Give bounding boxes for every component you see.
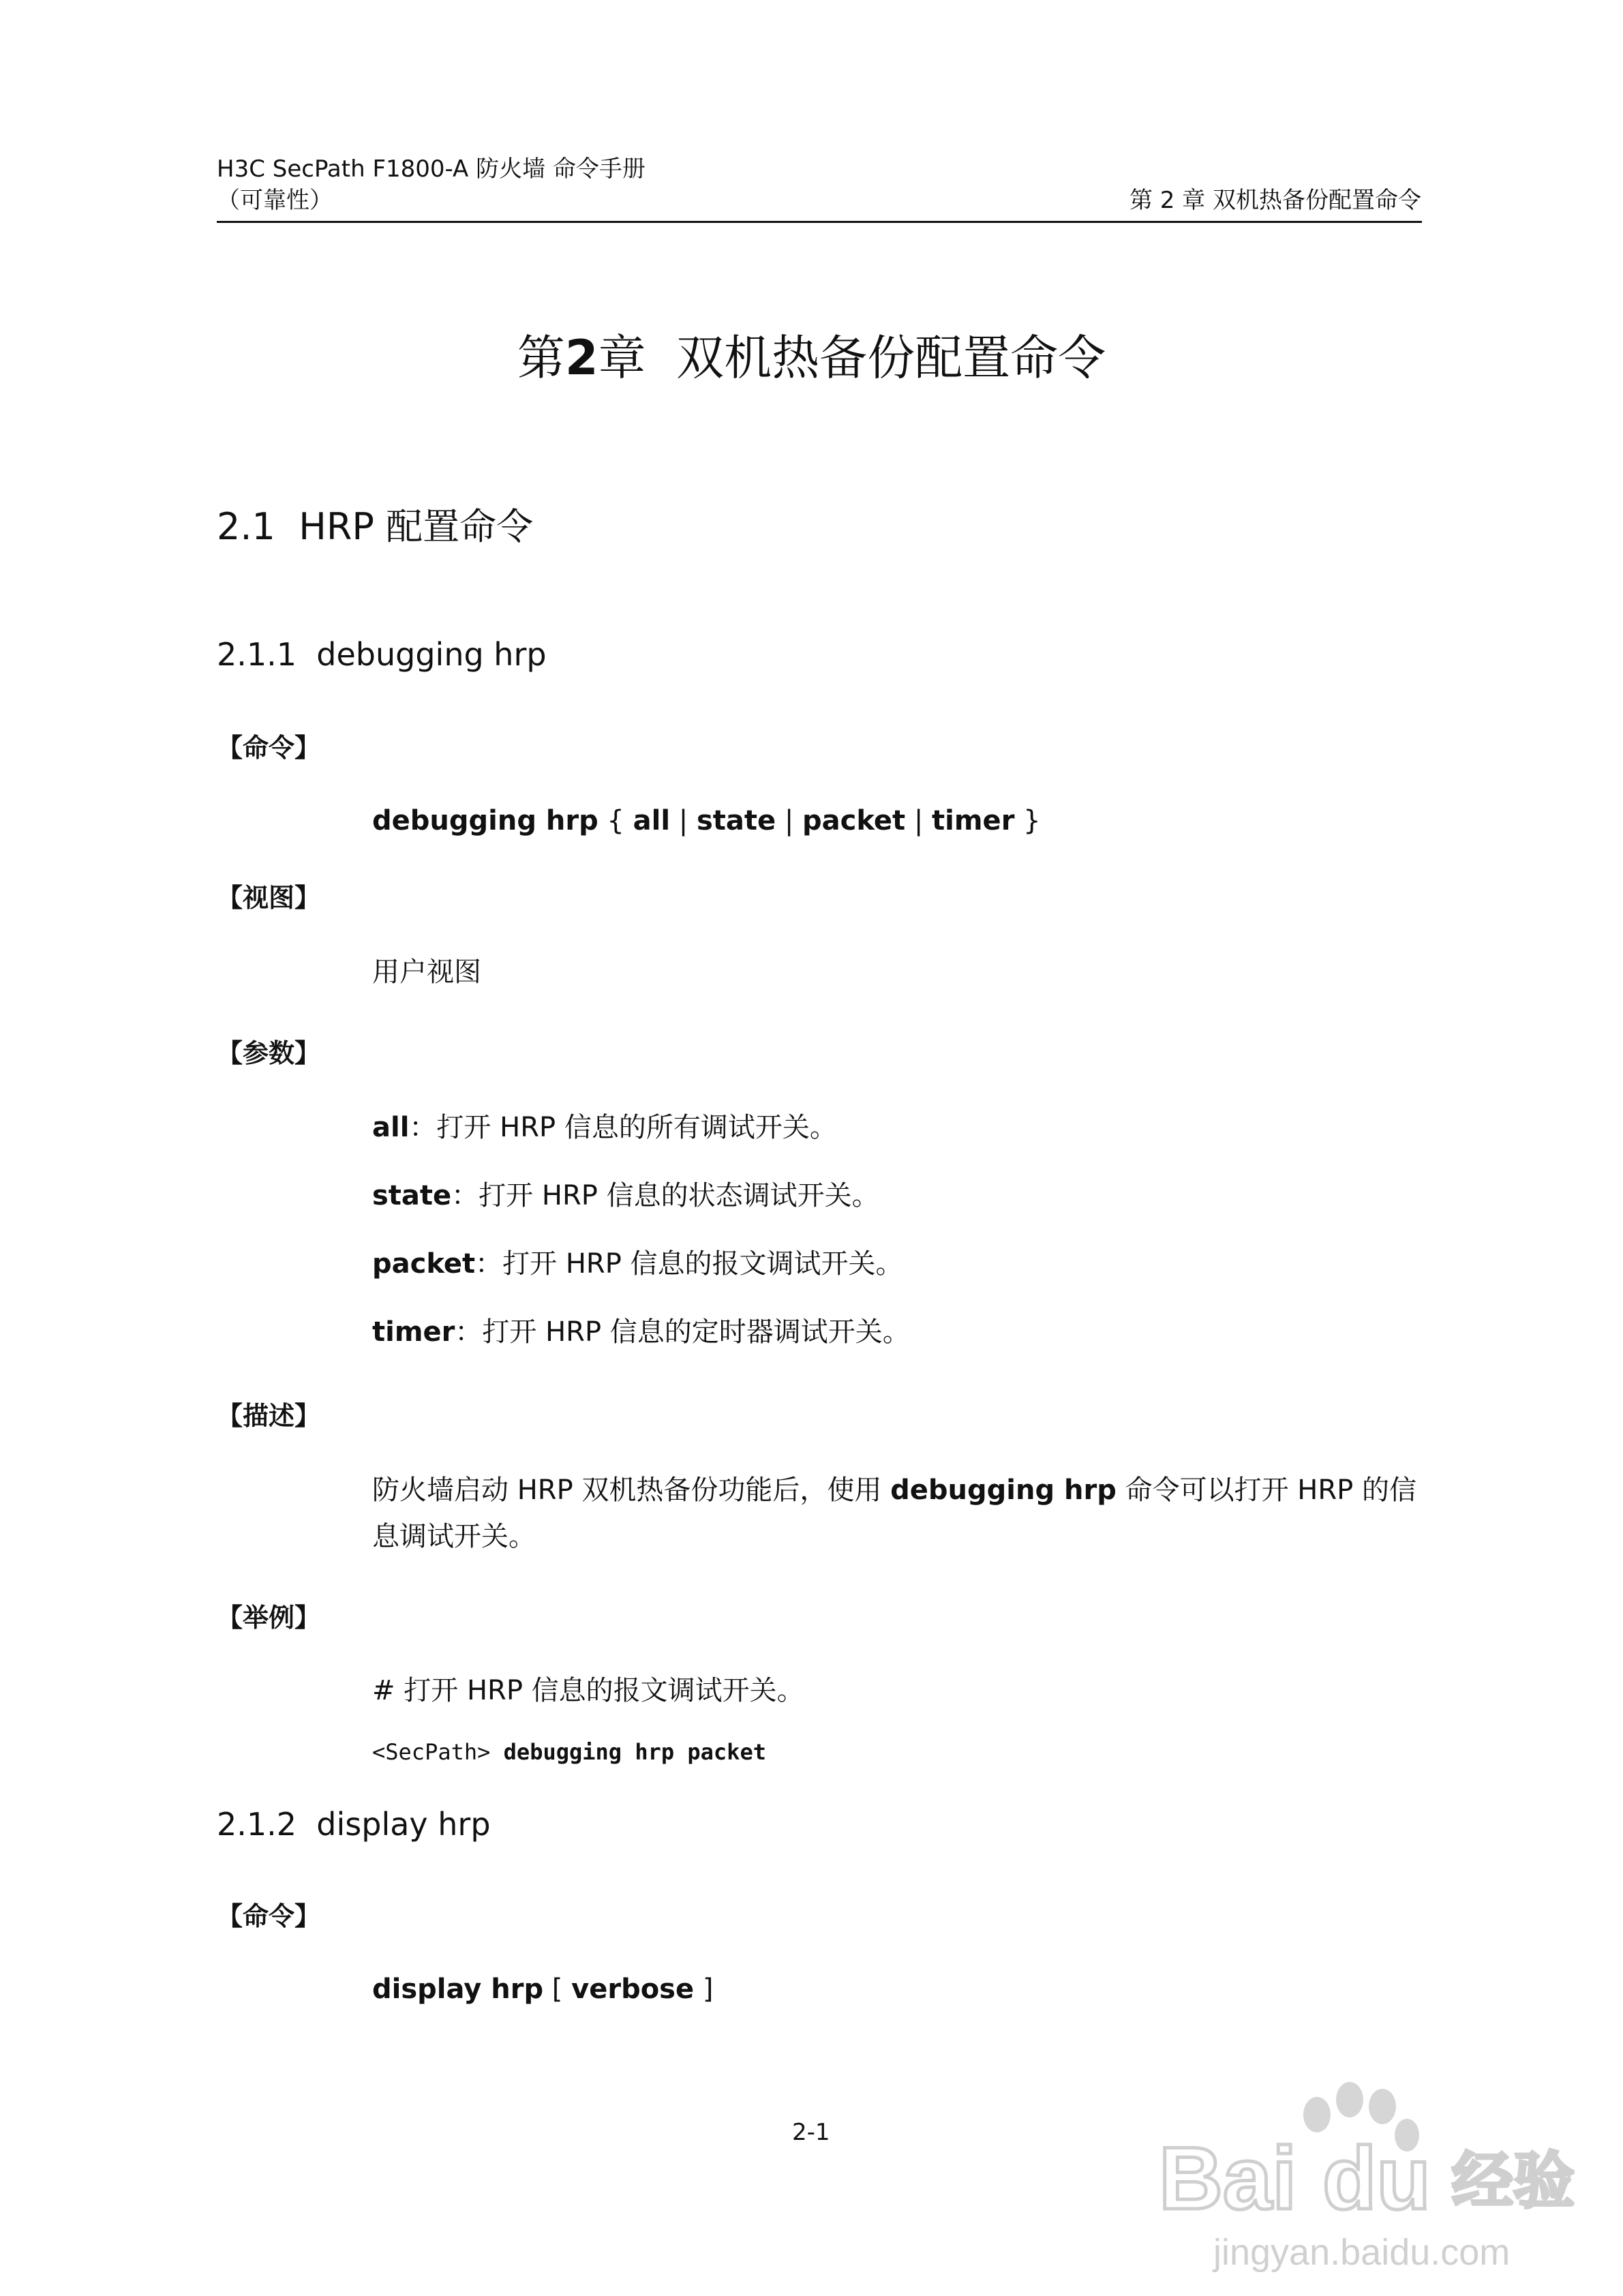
command-syntax: [372, 1970, 713, 2008]
syntax-keyword: debugging hrp: [372, 805, 598, 836]
description-line-2: 息调试开关。: [372, 1521, 536, 1552]
example-prompt: <SecPath>: [372, 1739, 504, 1765]
param-state: [372, 1177, 879, 1215]
chapter-name: 双机热备份配置命令: [676, 330, 1106, 386]
syntax-symbol: }: [1014, 805, 1041, 836]
param-desc: ：打开 HRP 信息的所有调试开关。: [409, 1112, 837, 1143]
watermark-brand-2: du: [1322, 2128, 1431, 2228]
section-num: 2.1: [217, 505, 275, 548]
example-label: 【举例】: [217, 1603, 321, 1633]
description-command: debugging hrp: [890, 1475, 1117, 1506]
command-syntax: [372, 802, 1041, 840]
subsection-heading: [217, 1804, 491, 1845]
syntax-keyword: display hrp: [372, 1974, 544, 2005]
header-rule: [217, 221, 1422, 223]
syntax-keyword: state: [696, 805, 776, 836]
param-timer: [372, 1313, 910, 1351]
param-all: [372, 1108, 837, 1147]
chapter-num: 2: [564, 330, 598, 386]
syntax-symbol: ]: [694, 1974, 714, 2005]
syntax-keyword: all: [633, 805, 671, 836]
command-label: 【命令】: [217, 733, 321, 763]
chapter-title: [0, 327, 1623, 389]
param-name: timer: [372, 1316, 455, 1348]
syntax-symbol: |: [905, 805, 932, 836]
page-number: 2-1: [792, 2119, 830, 2146]
header-chapter-ref: 第 2 章 双机热备份配置命令: [1129, 187, 1421, 214]
example-code: [372, 1737, 766, 1767]
syntax-keyword: packet: [802, 805, 906, 836]
syntax-symbol: |: [776, 805, 803, 836]
param-desc: ：打开 HRP 信息的报文调试开关。: [475, 1248, 903, 1280]
section-title: HRP 配置命令: [299, 505, 534, 548]
syntax-keyword: timer: [932, 805, 1015, 836]
param-packet: [372, 1245, 903, 1283]
param-label: 【参数】: [217, 1038, 321, 1068]
watermark-brand: Bai: [1159, 2128, 1297, 2228]
command-label: 【命令】: [217, 1901, 321, 1931]
chapter-prefix: 第: [517, 330, 565, 386]
example-command: debugging hrp packet: [503, 1739, 766, 1765]
section-heading: [217, 503, 533, 551]
param-name: state: [372, 1180, 452, 1211]
header-product: H3C SecPath F1800-A 防火墙 命令手册: [217, 155, 646, 183]
syntax-symbol: {: [598, 805, 633, 836]
param-name: all: [372, 1112, 410, 1143]
baidu-jingyan-watermark: [1152, 2072, 1588, 2277]
description-text: 防火墙启动 HRP 双机热备份功能后，使用: [372, 1475, 891, 1506]
description-label: 【描述】: [217, 1401, 321, 1431]
syntax-symbol: |: [670, 805, 697, 836]
subsection-num: 2.1.1: [217, 636, 297, 673]
param-desc: ：打开 HRP 信息的状态调试开关。: [451, 1180, 879, 1211]
watermark-service: 经验: [1452, 2145, 1575, 2217]
syntax-keyword: verbose: [571, 1974, 695, 2005]
example-comment: # 打开 HRP 信息的报文调试开关。: [372, 1675, 804, 1706]
header-volume: （可靠性）: [217, 187, 333, 214]
syntax-symbol: [: [543, 1974, 572, 2005]
chapter-suffix: 章: [598, 330, 646, 386]
watermark-url: jingyan.baidu.com: [1213, 2232, 1511, 2273]
subsection-heading: [217, 634, 547, 675]
view-text: 用户视图: [372, 956, 481, 988]
subsection-title: display hrp: [316, 1806, 491, 1843]
description-text: 命令可以打开 HRP 的信: [1116, 1475, 1416, 1506]
param-desc: ：打开 HRP 信息的定时器调试开关。: [455, 1316, 910, 1348]
view-label: 【视图】: [217, 883, 321, 913]
subsection-num: 2.1.2: [217, 1806, 297, 1843]
description-line-1: [372, 1471, 1416, 1509]
subsection-title: debugging hrp: [316, 636, 547, 673]
param-name: packet: [372, 1248, 476, 1280]
